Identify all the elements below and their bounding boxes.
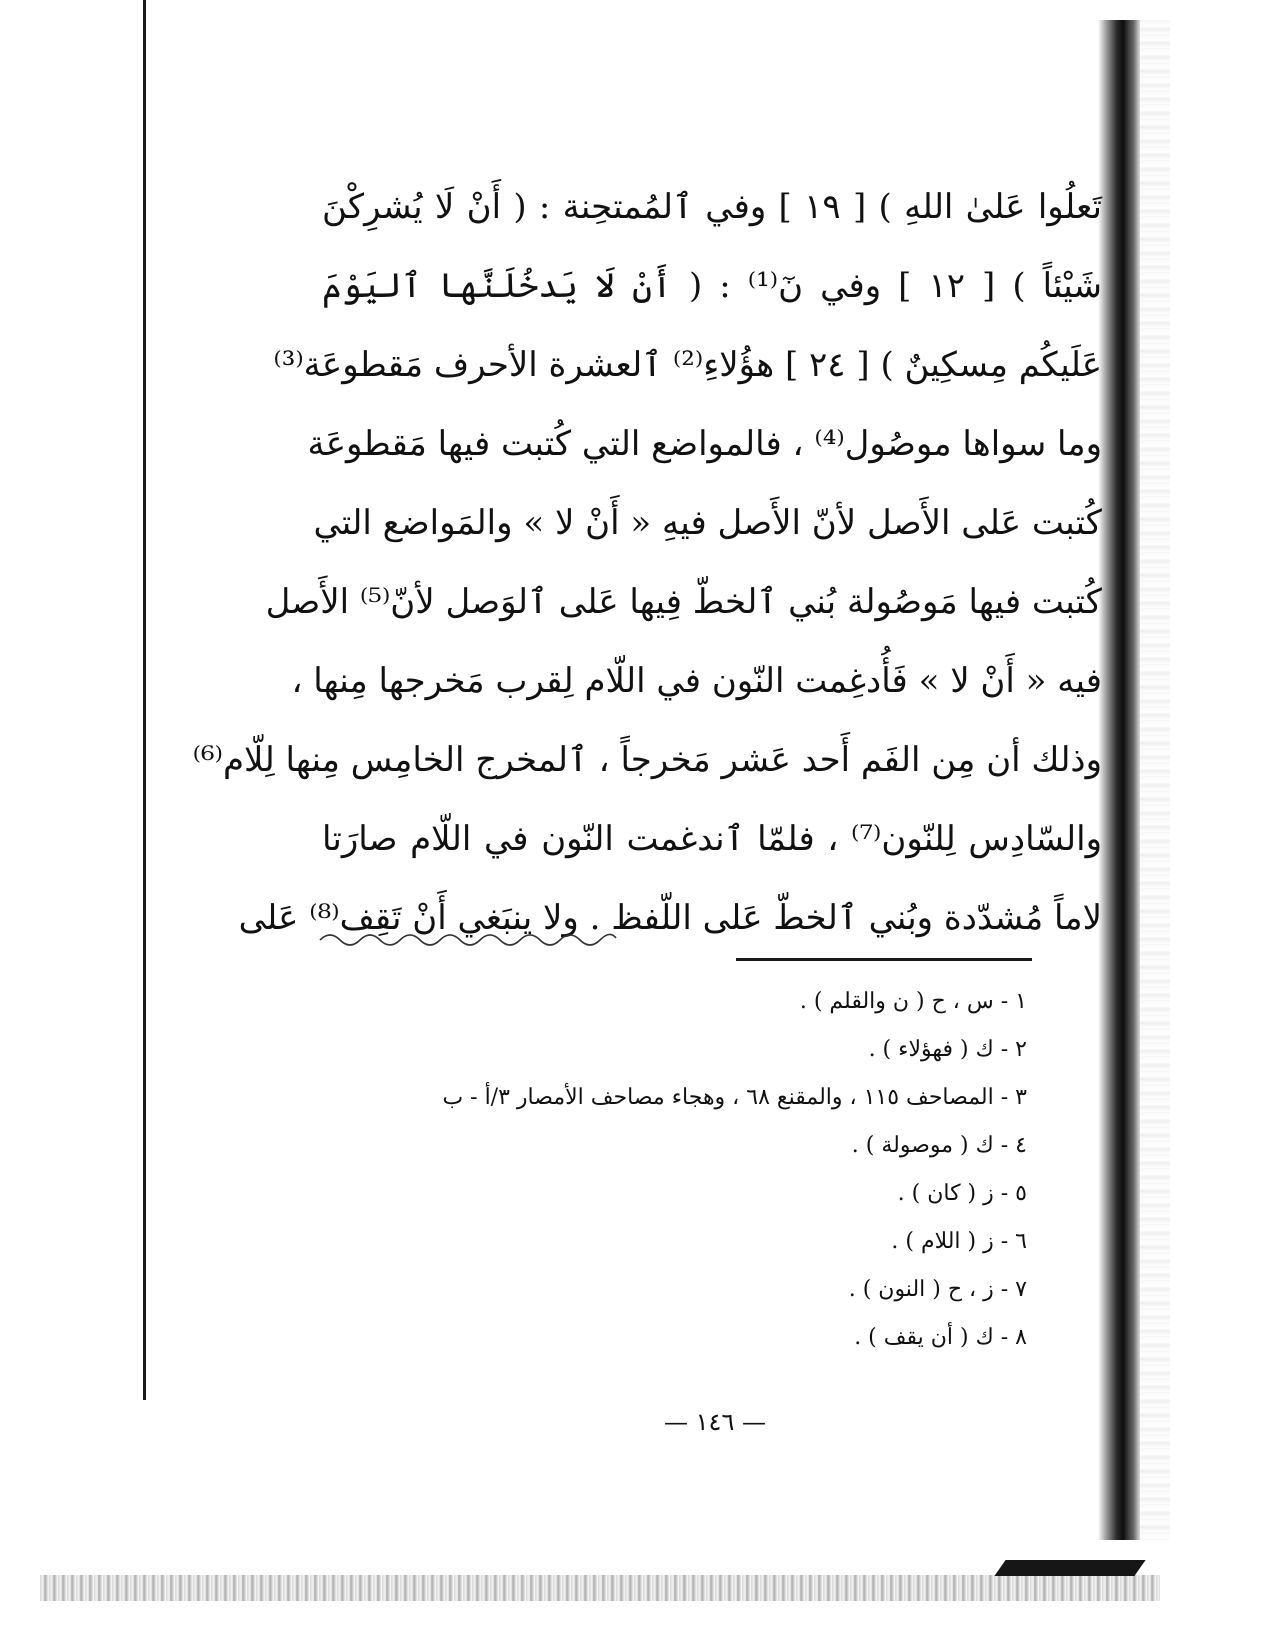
text-line-7: فيه « أَنْ لا » فَأُدغِمت النّون في اللّام لِقرب مَخرجها مِنها ، <box>291 661 1102 701</box>
footnotes-block <box>307 978 1027 1362</box>
footnote-6: ٦ - ز ( اللام ) . <box>891 1229 1027 1254</box>
page-number: — ١٤٦ — <box>664 1408 766 1436</box>
scan-bottom-edge <box>40 1575 1160 1601</box>
scan-margin-noise <box>1140 20 1170 1540</box>
left-margin-rule <box>143 0 146 1400</box>
text-line-9: والسّادِس لِلنّون⁽⁷⁾ ، فلمّا ٱندغمت النّون في اللّام صارَتا <box>322 819 1102 859</box>
text-line-3: عَلَيكُم مِسكِينٌ ) [ ٢٤ ] هؤُلاءِ⁽²⁾ ٱلعشرة الأحرف مَقطوعَة⁽³⁾ <box>273 345 1102 385</box>
text-line-6: كُتبت فيها مَوصُولة بُني ٱلخطّ فِيها عَلى ٱلوَصل لأنّ⁽⁵⁾ الأَصل <box>265 582 1102 622</box>
text-line-10: لاماً مُشدّدة وبُني ٱلخطّ عَلى اللّفظ . ولا ينبَغي أَنْ تَقِف⁽⁸⁾ عَلى <box>238 898 1102 938</box>
text-line-1: تَعلُوا عَلىٰ اللهِ ) [ ١٩ ] وفي ٱلمُمتحِنة : ( أَنْ لَا يُشرِكْنَ <box>322 187 1102 227</box>
footnote-2: ٢ - ك ( فهؤلاء ) . <box>868 1037 1027 1062</box>
footnote-5: ٥ - ز ( كان ) . <box>897 1181 1027 1206</box>
page-corner-shadow <box>994 1560 1145 1576</box>
footnote-8: ٨ - ك ( أن يقف ) . <box>854 1325 1027 1350</box>
handwritten-wavy-underline <box>318 926 618 948</box>
footnote-3: ٣ - المصاحف ١١٥ ، والمقنع ٦٨ ، وهجاء مصاحف الأمصار ٣/أ - ب <box>442 1085 1027 1110</box>
text-line-4: وما سواها موصُول⁽⁴⁾ ، فالمواضع التي كُتبت فيها مَقطوعَة <box>307 424 1102 464</box>
footnote-4: ٤ - ك ( موصولة ) . <box>851 1133 1027 1158</box>
footnote-1: ١ - س ، ح ( ن والقلم ) . <box>799 989 1027 1014</box>
text-line-2: شَيْئاً ) [ ١٢ ] وفي نٓ⁽¹⁾ : ( أَنْ لَا يَدخُلَنَّها ٱليَوْمَ <box>322 266 1102 306</box>
text-line-5: كُتبت عَلى الأَصل لأنّ الأَصل فيهِ « أَنْ لا » والمَواضع التي <box>313 503 1102 543</box>
main-text-block <box>192 168 1102 958</box>
book-binding-shadow <box>1098 20 1140 1540</box>
text-line-8: وذلك أن مِن الفَم أَحد عَشر مَخرجاً ، ٱلمخرج الخامِس مِنها لِلّام⁽⁶⁾ <box>192 740 1102 780</box>
footnote-7: ٧ - ز ، ح ( النون ) . <box>848 1277 1027 1302</box>
footnote-separator <box>736 958 1032 961</box>
